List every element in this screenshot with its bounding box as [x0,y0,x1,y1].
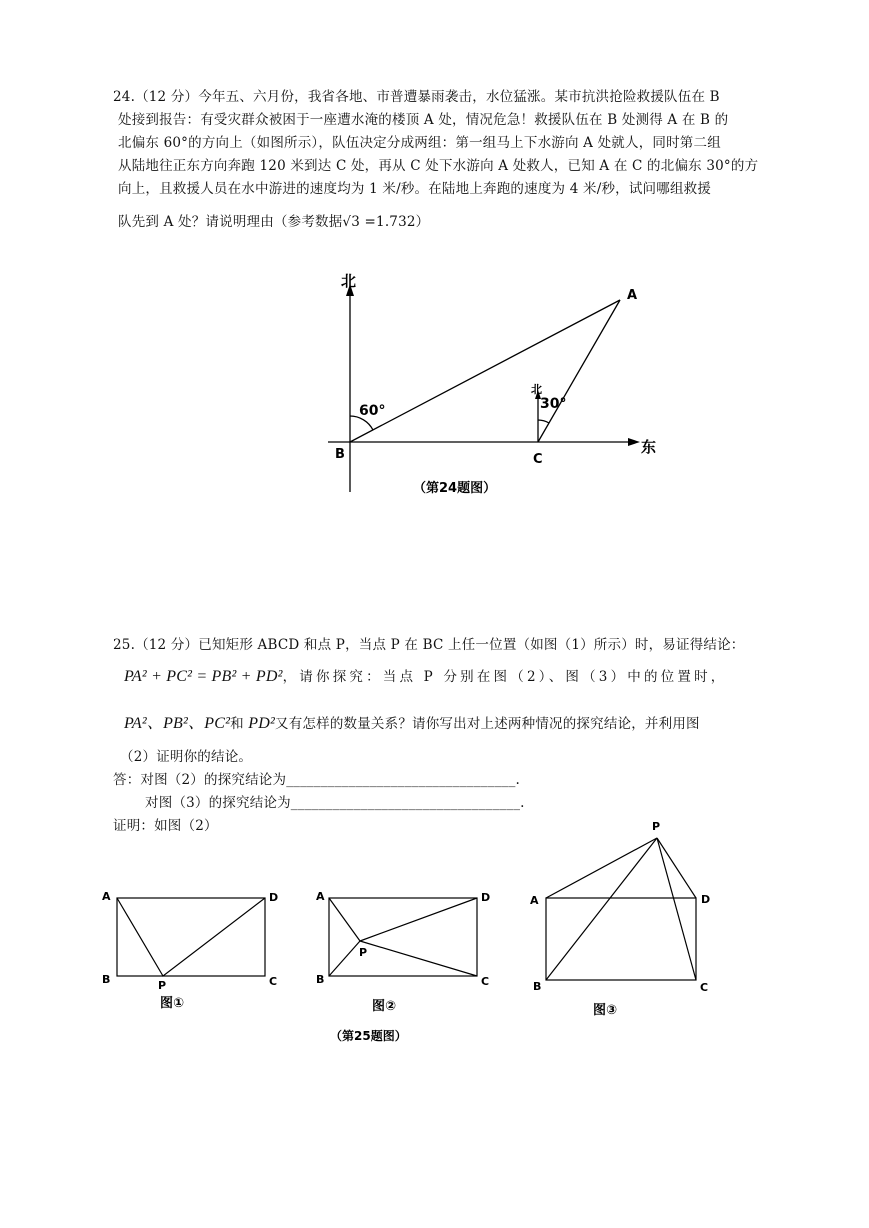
fig3-pc [657,838,696,980]
point-b-label: B [335,447,345,462]
q25-answer-2: 对图（3）的探究结论为_________________________________. [145,795,525,811]
fig1-rectangle [117,898,265,976]
fig3-label-b: B [533,980,542,993]
fig2-pd [360,898,477,941]
fig1-label-a: A [102,890,111,903]
q25-line-3-and: 和 [230,716,244,732]
north-small-label: 北 [531,383,542,396]
fig3-label-c: C [700,981,709,994]
fig2-label-a: A [316,890,325,903]
fig1-label-p: P [158,979,167,992]
north-label: 北 [341,272,357,290]
q25-line-1: 25.（12 分）已知矩形 ABCD 和点 P，当点 P 在 BC 上任一位置（如图（1）所示）时，易证得结论： [113,637,745,653]
fig1-label-c: C [269,975,278,988]
fig3-label-d: D [701,893,711,906]
q25-line-4: （2）证明你的结论。 [120,749,253,765]
angle-b-label: 60° [359,403,386,419]
fig2-label-p: P [359,946,368,959]
fig2-pc [360,941,477,976]
fig3-pb [546,838,657,980]
fig2-pa [329,898,360,941]
fig1-segments [117,898,265,976]
q24-caption: （第24题图） [413,481,497,496]
point-c-label: C [533,452,543,467]
fig3-caption: 图③ [593,1003,618,1018]
q24-line-6: 队先到 A 处？请说明理由（参考数据√3 =1.732） [118,214,430,230]
q25-answer-1: 答：对图（2）的探究结论为_________________________________. [113,772,521,788]
fig2-label-c: C [481,975,490,988]
q24-line-5: 向上，且救援人员在水中游进的速度均为 1 米/秒。在陆地上奔跑的速度为 4 米/秒，试问哪组救援 [118,181,712,197]
fig2-pb [329,941,360,976]
fig2-label-d: D [481,891,491,904]
q25-line-2-text: ，请你探究：当点 P 分别在图（2）、图（3）中的位置时， [282,669,728,685]
fig1-label-d: D [269,891,279,904]
fig2-label-b: B [316,973,325,986]
fig3-label-a: A [530,894,539,907]
q25-line-3-math: PA²、PB²、PC² [124,715,231,732]
q25-caption: （第25题图） [330,1029,407,1043]
fig3-rectangle [546,898,696,980]
fig3-pa [546,838,657,898]
q24-line-1: 24.（12 分）今年五、六月份，我省各地、市普遭暴雨袭击，水位猛涨。某市抗洪抢险救援队伍在 B [113,89,720,105]
fig3-label-p: P [652,820,661,833]
fig3-pd [657,838,696,898]
fig1-caption: 图① [160,996,185,1011]
fig1-label-b: B [102,973,111,986]
q24-line-2: 处接到报告：有受灾群众被困于一座遭水淹的楼顶 A 处，情况危急！救援队伍在 B 处测得 A 在 B 的 [118,112,729,128]
q25-line-3-rest: 又有怎样的数量关系？请你写出对上述两种情况的探究结论，并利用图 [275,716,700,732]
q24-line-4: 从陆地往正东方向奔跑 120 米到达 C 处，再从 C 处下水游向 A 处救人，已知 A 在 C 的北偏东 30°的方 [118,158,759,174]
q24-line-3: 北偏东 60°的方向上（如图所示），队伍决定分成两组：第一组马上下水游向 A 处就人，同时第二组 [118,135,721,151]
point-a-label: A [627,288,638,303]
angle-c-label: 30° [540,396,567,412]
q25-formula: PA² + PC² = PB² + PD² [124,668,283,685]
q25-proof: 证明：如图（2） [113,818,218,834]
east-label: 东 [641,438,657,456]
fig2-rectangle [329,898,477,976]
q25-line-3-math2: PD² [248,715,276,732]
fig2-caption: 图② [372,999,397,1014]
